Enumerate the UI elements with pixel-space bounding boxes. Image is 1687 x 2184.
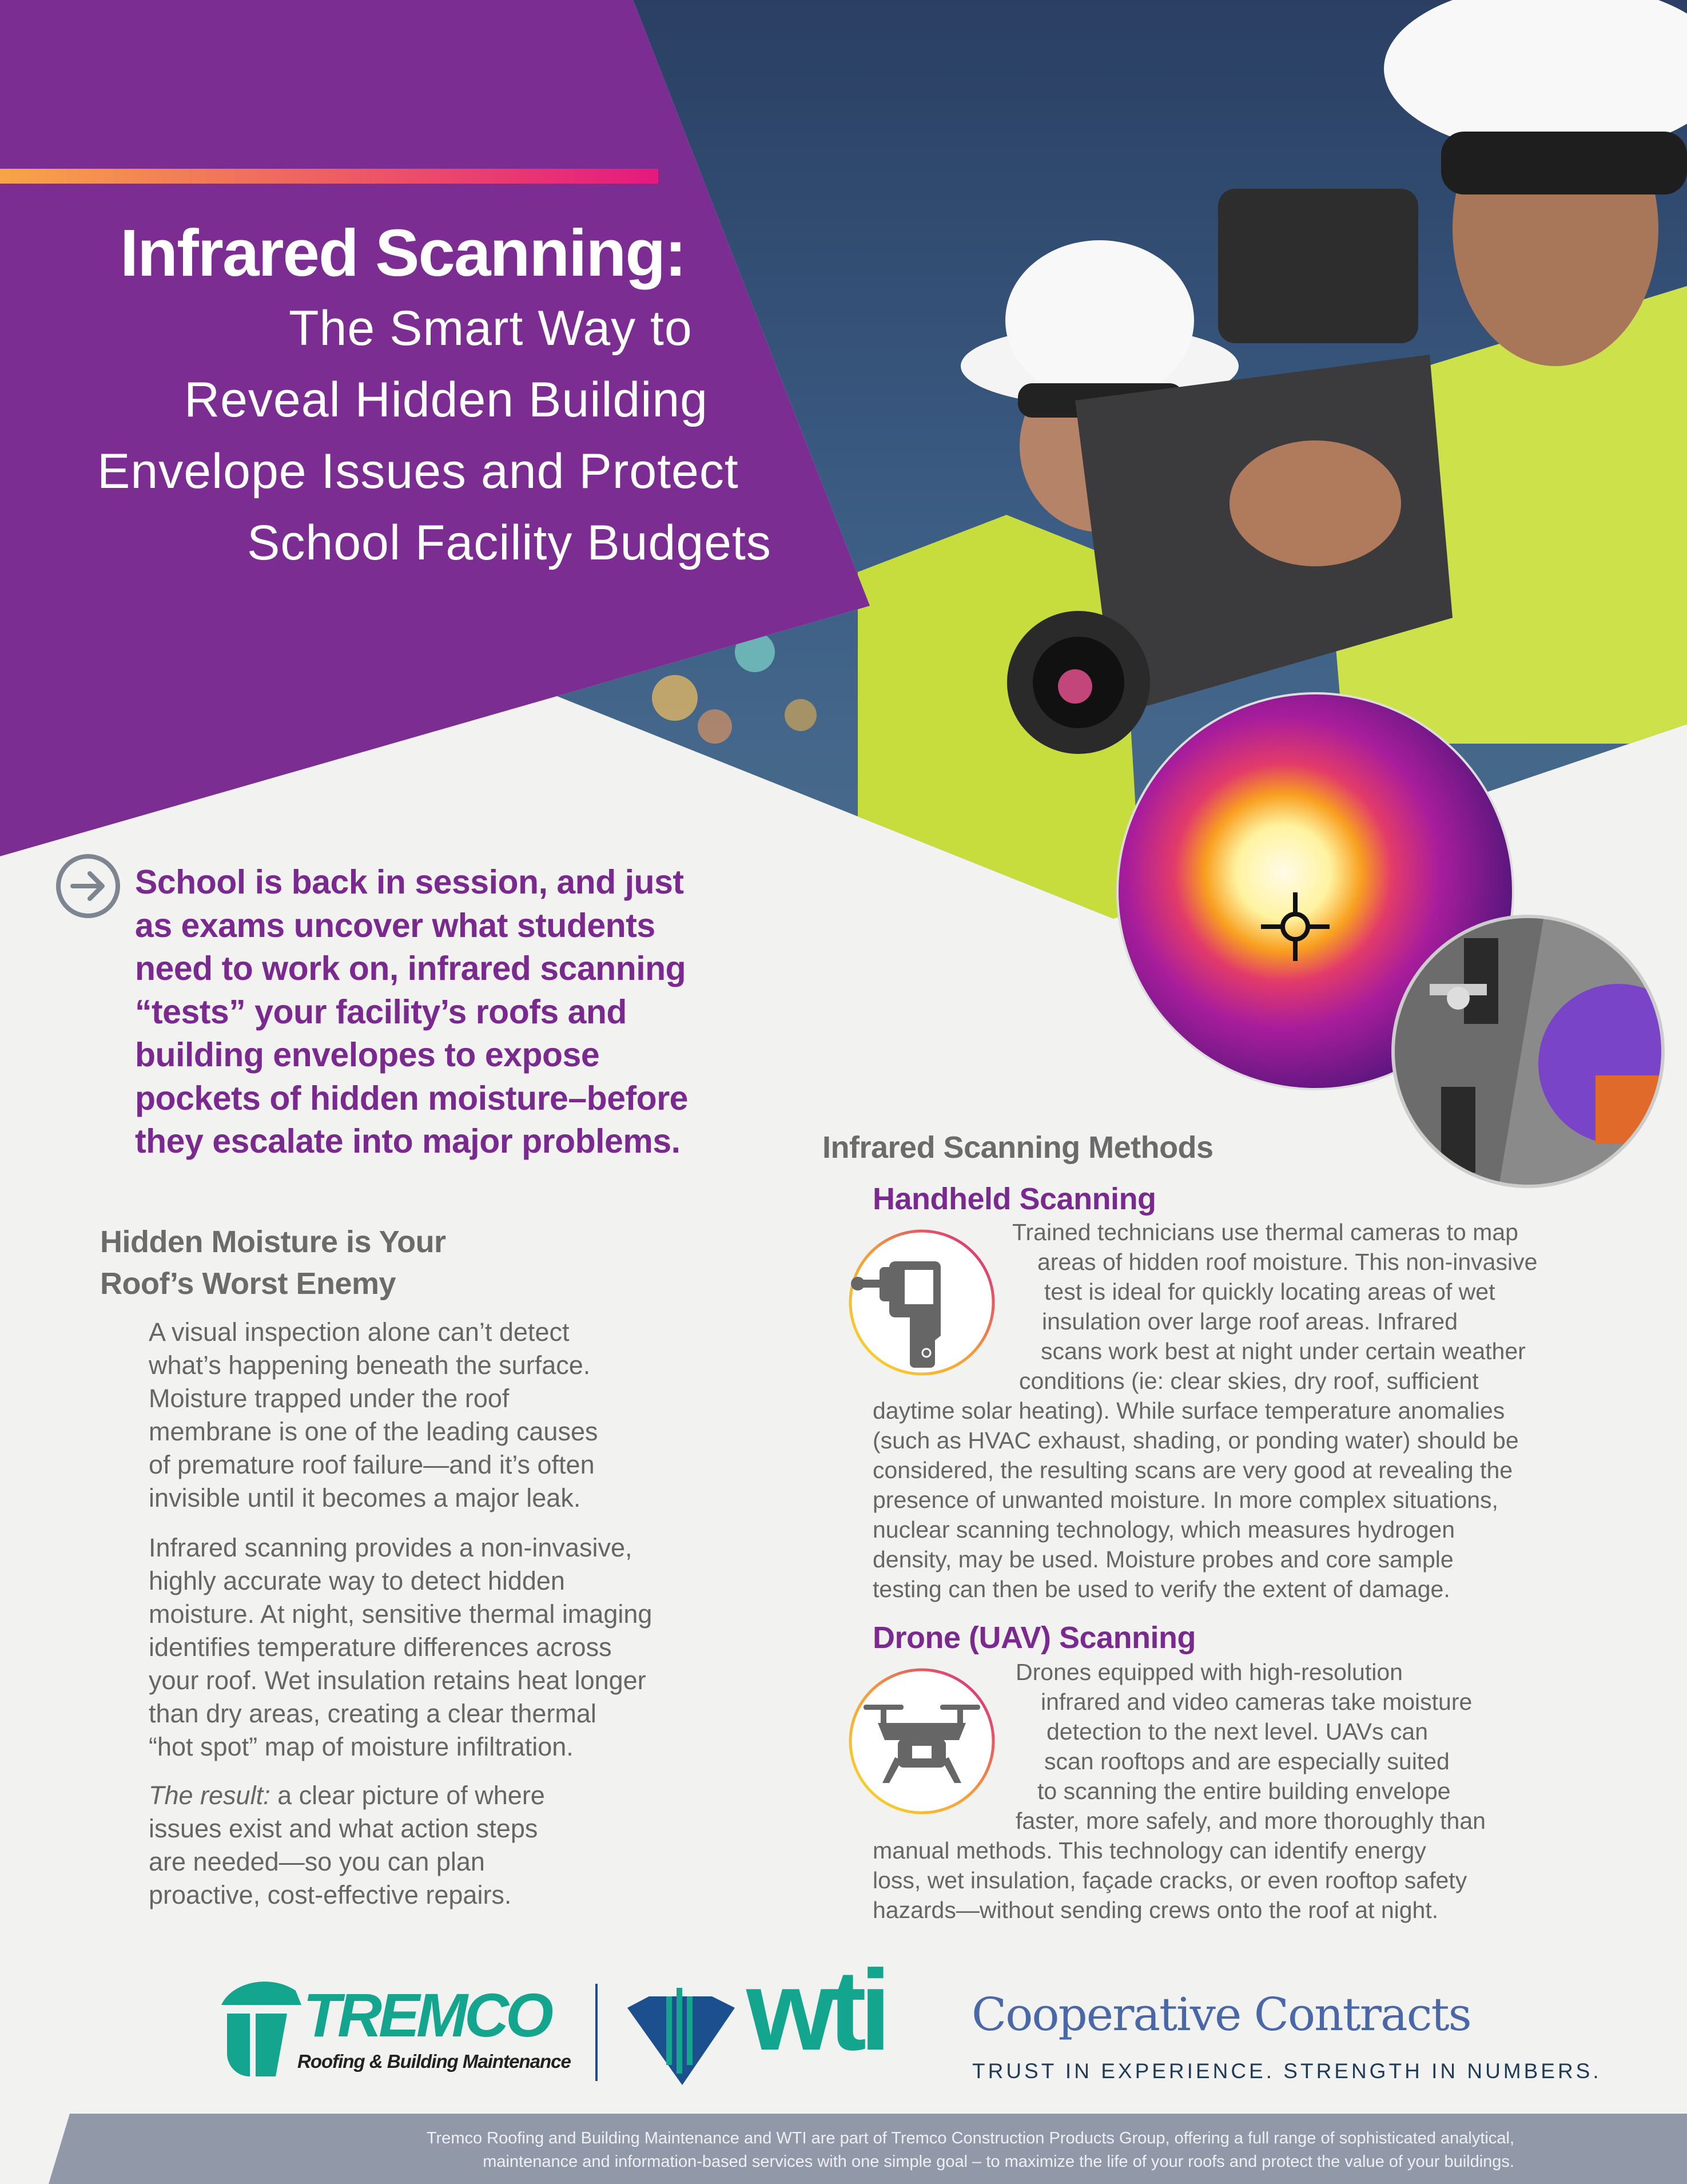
text-line: building envelopes to expose [135, 1036, 600, 1074]
text-line: moisture. At night, sensitive thermal imaging [149, 1599, 652, 1629]
text-line: areas of hidden roof moisture. This non-invasive [1037, 1249, 1538, 1275]
text-line: daytime solar heating). While surface temperature anomalies [873, 1397, 1505, 1424]
text-line: “tests” your facility’s roofs and [135, 992, 627, 1031]
text-line: pockets of hidden moisture–before [135, 1079, 688, 1117]
text-line: School is back in session, and just [135, 863, 684, 901]
tremco-tagline: Roofing & Building Maintenance [297, 2051, 571, 2072]
text-line: what’s happening beneath the surface. [149, 1351, 591, 1380]
text-line: hazards—without sending crews onto the roof at night. [873, 1897, 1439, 1923]
paragraph-2 [149, 1531, 652, 1764]
text-line: to scanning the entire building envelope [1037, 1778, 1451, 1804]
text-line: test is ideal for quickly locating areas of wet [1044, 1278, 1495, 1305]
wti-emblem-icon [626, 1985, 741, 2088]
text-line: faster, more safely, and more thoroughly than [1016, 1808, 1486, 1834]
text-line: considered, the resulting scans are very good at revealing the [873, 1457, 1513, 1483]
text-line: density, may be used. Moisture probes and core sample [873, 1546, 1454, 1573]
tremco-wordmark: TREMCO [303, 1980, 550, 2050]
text-line: A visual inspection alone can’t detect [149, 1317, 570, 1347]
text-line: highly accurate way to detect hidden [149, 1566, 565, 1595]
text-line: infrared and video cameras take moisture [1041, 1689, 1473, 1715]
text-line: than dry areas, creating a clear thermal [149, 1699, 596, 1728]
methods-heading: Infrared Scanning Methods [822, 1130, 1213, 1165]
text-line: Infrared scanning provides a non-invasive, [149, 1533, 632, 1562]
coop-tagline: TRUST IN EXPERIENCE. STRENGTH IN NUMBERS. [972, 2059, 1602, 2083]
text-line: as exams uncover what students [135, 906, 655, 944]
handheld-text [873, 1217, 1537, 1604]
text-line: your roof. Wet insulation retains heat longer [149, 1666, 646, 1695]
subtitle-line: School Facility Budgets [247, 515, 771, 570]
logo-divider [595, 1984, 598, 2081]
text-line: (such as HVAC exhaust, shading, or ponding water) should be [873, 1427, 1519, 1454]
text-line: invisible until it becomes a major leak. [149, 1483, 581, 1512]
text-line: Tremco Roofing and Building Maintenance and WTI are part of Tremco Construction Products Group, offering a full range of sophisticated analytical, [426, 2129, 1514, 2147]
paragraph-1 [149, 1316, 598, 1515]
intro-text [135, 861, 688, 1164]
text-line: nuclear scanning technology, which measures hydrogen [873, 1516, 1455, 1543]
text-line: proactive, cost-effective repairs. [149, 1880, 512, 1909]
section-heading [100, 1221, 446, 1305]
text-line: are needed—so you can plan [149, 1847, 485, 1876]
page-title: Infrared Scanning: [120, 216, 686, 290]
subtitle-line: Envelope Issues and Protect [97, 444, 739, 499]
accent-bar [0, 169, 658, 184]
text-line: conditions (ie: clear skies, dry roof, sufficient [1019, 1368, 1479, 1394]
text-line: presence of unwanted moisture. In more complex situations, [873, 1487, 1498, 1513]
wti-wordmark: wti [746, 1947, 885, 2074]
text-line: issues exist and what action steps [149, 1814, 538, 1843]
handheld-heading: Handheld Scanning [873, 1182, 1156, 1216]
text-line: Roof’s Worst Enemy [100, 1266, 396, 1301]
text-line: of premature roof failure—and it’s often [149, 1450, 595, 1479]
text-line: Moisture trapped under the roof [149, 1384, 510, 1413]
text-line: scans work best at night under certain weather [1041, 1338, 1526, 1364]
text-line: they escalate into major problems. [135, 1122, 681, 1160]
text-line: identifies temperature differences across [149, 1633, 612, 1662]
paragraph-3 [149, 1779, 545, 1912]
paragraph-text [149, 1812, 545, 1912]
subtitle-line: Reveal Hidden Building [184, 372, 709, 427]
paragraph-text: a clear picture of where [270, 1781, 545, 1810]
arrow-right-circle-icon [54, 852, 122, 920]
text-line: detection to the next level. UAVs can [1047, 1718, 1429, 1745]
text-line: Trained technicians use thermal cameras to map [1012, 1219, 1518, 1245]
subtitle-line: The Smart Way to [289, 301, 693, 356]
coop-contracts-logo: Cooperative Contracts [972, 1988, 1471, 2041]
text-line: “hot spot” map of moisture infiltration. [149, 1732, 574, 1761]
result-lead: The result: [149, 1781, 270, 1810]
text-line: insulation over large roof areas. Infrared [1042, 1308, 1458, 1335]
text-line: scan rooftops and are especially suited [1044, 1748, 1450, 1774]
drone-text [873, 1657, 1486, 1925]
text-line: need to work on, infrared scanning [135, 950, 686, 987]
drone-heading: Drone (UAV) Scanning [873, 1621, 1196, 1655]
text-line: Drones equipped with high-resolution [1016, 1659, 1403, 1685]
text-line: membrane is one of the leading causes [149, 1417, 598, 1446]
footer-text [427, 2127, 1514, 2174]
text-line: testing can then be used to verify the extent of damage. [873, 1576, 1450, 1602]
text-line: Hidden Moisture is Your [100, 1225, 446, 1259]
text-line: maintenance and information-based services with one simple goal – to maximize the life of your roofs and protect the value of your buildings. [483, 2153, 1514, 2171]
text-line: loss, wet insulation, façade cracks, or even rooftop safety [873, 1867, 1467, 1893]
text-line: manual methods. This technology can identify energy [873, 1837, 1426, 1864]
